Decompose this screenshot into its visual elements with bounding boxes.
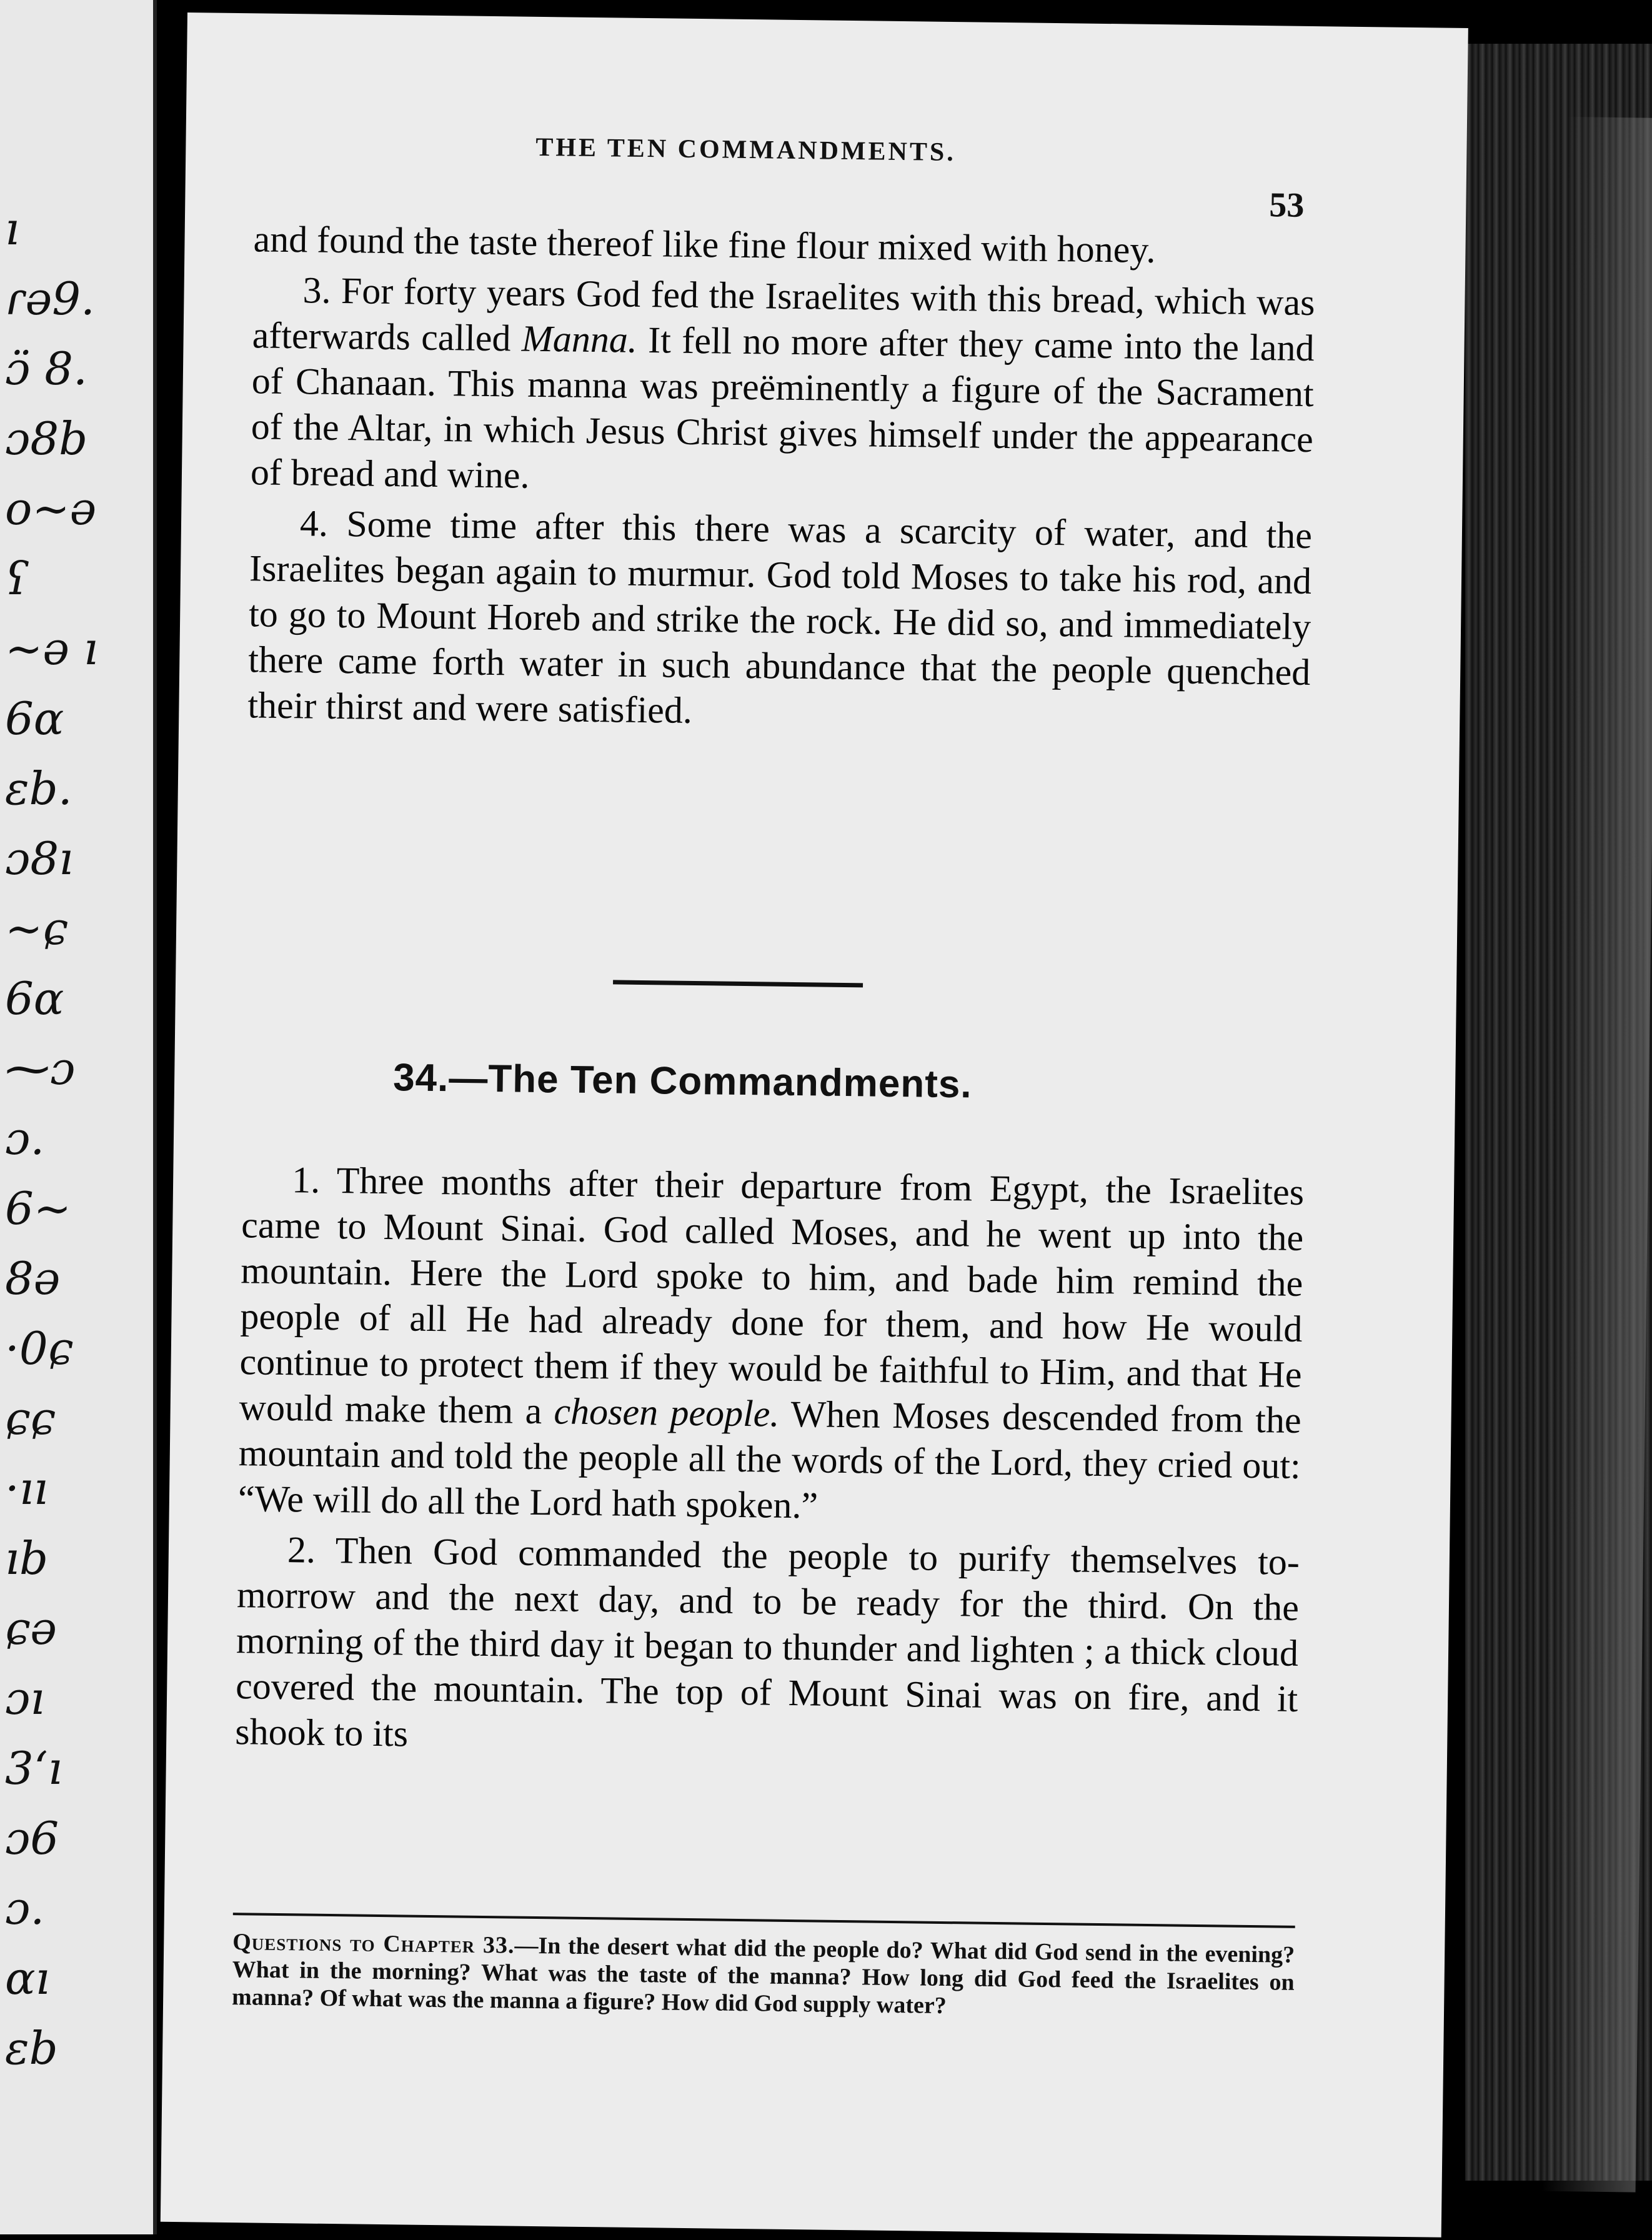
chapter-paragraph-2: 2. Then God commanded the people to purify themselves to-morrow and the next day, and to be ready for the third. On the morning of the third day it began to thunder and lighten ; a thick cloud covered the mountain. The top of Mount Sinai was on fire, and it shook to its	[234, 1529, 1300, 1755]
handwritten-mark: ⁓ɔ	[5, 1046, 76, 1091]
chosen-people-term: chosen people.	[554, 1390, 780, 1435]
handwritten-mark: ɔ6	[5, 1816, 59, 1861]
chapter-paragraph-1-start: 1. Three months after their departure from Egypt, the Israelites came to Mount Sinai. God called Moses, and he went up into the mountain. Here the Lord spoke to him, and bade him remind the people of all He had already done for them, and how He would continue to protect them if they would be faithful to Him, and that He would make them a	[239, 1159, 1305, 1432]
paragraph-3-end: It fell no more after they came into the land of Chanaan. This manna was preëminently a figure of the Sacrament of the Altar, in which Jesus Christ gives himself under the appearance of bread and wine.	[250, 319, 1315, 496]
handwritten-mark: ʕ	[5, 556, 29, 601]
paragraph-3	[251, 267, 1315, 508]
paragraph-4: 4. Some time after this there was a scarcity of water, and the Israelites began again to murmur. God told Moses to take his rod, and to go to Mount Horeb and strike the rock. He did so, and immediately there came forth water in such abundance that the people quenched their thirst and were satisfied.	[247, 502, 1313, 731]
handwritten-mark: ɾə9.	[5, 276, 95, 321]
handwritten-mark: ɔ8b	[5, 416, 88, 461]
section-divider	[613, 980, 863, 987]
book-page	[161, 12, 1468, 2238]
handwritten-mark: 6ɑ	[5, 976, 64, 1021]
handwritten-mark: 6ɑ	[5, 696, 64, 741]
chapter-text-block	[235, 1157, 1305, 1773]
top-text-block	[247, 216, 1316, 746]
handwritten-mark: ·ıı	[5, 1466, 48, 1511]
handwritten-mark: o~ə	[5, 486, 97, 531]
running-title: THE TEN COMMANDMENTS.	[535, 132, 957, 167]
handwritten-mark: ɑı	[5, 1956, 50, 2001]
handwritten-mark: ~ə ı	[5, 626, 98, 671]
questions-text: —In the desert what did the people do? What did God send in the evening? What in the morning? What was the taste of the manna? How long did God feed the Israelites on manna? Of what was the manna a figure? How did God supply water?	[231, 1932, 1295, 2019]
footnote-rule	[233, 1913, 1295, 1928]
handwritten-mark: 6~	[5, 1186, 72, 1231]
manna-term: Manna.	[521, 317, 638, 361]
questions-label: Questions to Chapter 33.	[232, 1929, 515, 1959]
handwritten-mark: 3ʻı	[5, 1746, 62, 1791]
handwritten-mark: ɔ.	[5, 1116, 45, 1161]
handwritten-mark: 8ə	[5, 1256, 61, 1301]
handwritten-mark: ɛb	[5, 2026, 58, 2071]
chapter-paragraph-1-end: When Moses descended from the mountain and told the people all the words of the Lord, they cried out: “We will do all the Lord hath spoken.”	[237, 1393, 1301, 1526]
handwritten-mark: ɕɕ	[5, 1396, 56, 1441]
handwritten-mark: ɔ̈ 8.	[5, 346, 87, 391]
handwritten-mark: ɔ8ı	[5, 836, 74, 881]
paragraph-continued: and found the taste thereof like fine flour mixed with honey.	[253, 218, 1156, 271]
handwritten-mark: ɕə	[5, 1606, 57, 1651]
handwritten-mark: ~ɕ	[5, 906, 68, 951]
chapter-heading: 34.—The Ten Commandments.	[392, 1056, 973, 1107]
chapter-questions	[232, 1928, 1295, 2024]
handwritten-mark: ı	[5, 206, 20, 251]
paragraph-3-start: 3. For forty years God fed the Israelites with this bread, which was afterwards called	[252, 269, 1315, 359]
facing-page	[0, 0, 157, 2234]
handwritten-mark: ɛb.	[5, 766, 72, 811]
handwritten-mark: ɔ.	[5, 1886, 45, 1931]
page-number: 53	[1268, 186, 1305, 225]
handwritten-mark: ɔı	[5, 1676, 45, 1721]
running-head	[186, 128, 1467, 225]
chapter-paragraph-1	[237, 1157, 1304, 1535]
handwritten-mark: ·0ɕ	[5, 1326, 74, 1371]
handwritten-mark: ıb	[5, 1536, 49, 1581]
